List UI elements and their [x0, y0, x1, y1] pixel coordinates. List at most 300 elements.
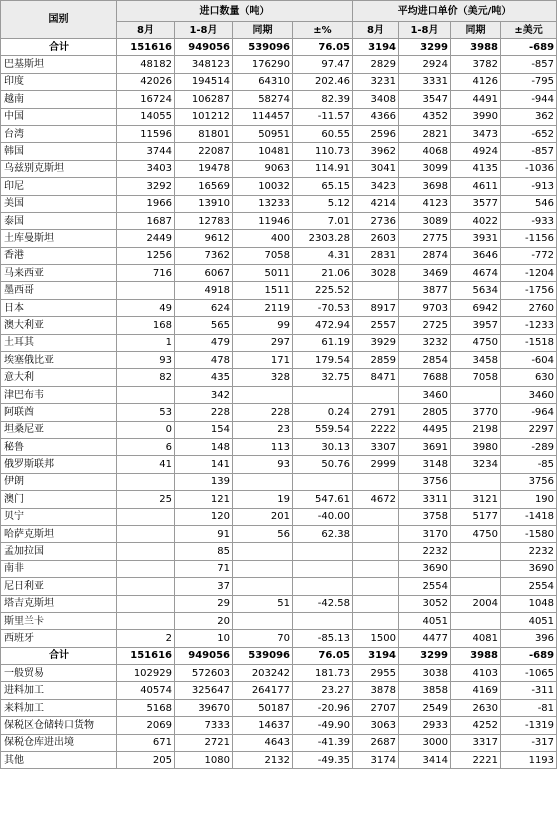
- value-cell: 20: [175, 612, 233, 629]
- value-cell: 21.06: [293, 265, 353, 282]
- value-cell: 102929: [117, 665, 175, 682]
- value-cell: 2791: [353, 404, 399, 421]
- row-label: 印尼: [1, 178, 117, 195]
- country-row: [1, 178, 557, 195]
- value-cell: 106287: [175, 91, 233, 108]
- value-cell: 3962: [353, 143, 399, 160]
- row-label: 贝宁: [1, 508, 117, 525]
- value-cell: 2232: [501, 543, 557, 560]
- row-label: 西班牙: [1, 630, 117, 647]
- value-cell: 4103: [451, 665, 501, 682]
- value-cell: 2805: [399, 404, 451, 421]
- value-cell: 10032: [233, 178, 293, 195]
- value-cell: -857: [501, 56, 557, 73]
- value-cell: 264177: [233, 682, 293, 699]
- value-cell: 7.01: [293, 212, 353, 229]
- value-cell: 2999: [353, 456, 399, 473]
- value-cell: 3408: [353, 91, 399, 108]
- value-cell: 2198: [451, 421, 501, 438]
- value-cell: [117, 473, 175, 490]
- value-cell: 3194: [353, 647, 399, 664]
- value-cell: 2725: [399, 317, 451, 334]
- value-cell: 3756: [501, 473, 557, 490]
- value-cell: 2924: [399, 56, 451, 73]
- value-cell: 2232: [399, 543, 451, 560]
- value-cell: [117, 508, 175, 525]
- col-header: 8月: [117, 22, 175, 39]
- value-cell: 348123: [175, 56, 233, 73]
- country-row: [1, 595, 557, 612]
- value-cell: 76.05: [293, 39, 353, 56]
- value-cell: -1156: [501, 230, 557, 247]
- value-cell: 71: [175, 560, 233, 577]
- value-cell: [353, 386, 399, 403]
- value-cell: 82: [117, 369, 175, 386]
- value-cell: 3744: [117, 143, 175, 160]
- row-label: 其他: [1, 752, 117, 769]
- row-label: 中国: [1, 108, 117, 125]
- value-cell: [233, 612, 293, 629]
- value-cell: 3121: [451, 491, 501, 508]
- value-cell: 2557: [353, 317, 399, 334]
- value-cell: -772: [501, 247, 557, 264]
- value-cell: 1: [117, 334, 175, 351]
- total-label: 合计: [1, 647, 117, 664]
- value-cell: 4126: [451, 73, 501, 90]
- value-cell: 3646: [451, 247, 501, 264]
- value-cell: 60.55: [293, 125, 353, 142]
- value-cell: 16569: [175, 178, 233, 195]
- row-label: 马来西亚: [1, 265, 117, 282]
- value-cell: 2854: [399, 352, 451, 369]
- value-cell: 1966: [117, 195, 175, 212]
- total-row: [1, 39, 557, 56]
- value-cell: -20.96: [293, 699, 353, 716]
- value-cell: 3690: [501, 560, 557, 577]
- value-cell: 3782: [451, 56, 501, 73]
- value-cell: 6942: [451, 299, 501, 316]
- value-cell: 40574: [117, 682, 175, 699]
- row-label: 韩国: [1, 143, 117, 160]
- country-row: [1, 143, 557, 160]
- value-cell: 3756: [399, 473, 451, 490]
- value-cell: 2707: [353, 699, 399, 716]
- row-label: 尼日利亚: [1, 578, 117, 595]
- value-cell: 7058: [451, 369, 501, 386]
- total-label: 合计: [1, 39, 117, 56]
- value-cell: 3690: [399, 560, 451, 577]
- row-label: 埃塞俄比亚: [1, 352, 117, 369]
- value-cell: [353, 543, 399, 560]
- value-cell: 3317: [451, 734, 501, 751]
- col-header: 同期: [451, 22, 501, 39]
- value-cell: 190: [501, 491, 557, 508]
- value-cell: 565: [175, 317, 233, 334]
- col-header: 同期: [233, 22, 293, 39]
- value-cell: 325647: [175, 682, 233, 699]
- row-label: 保税仓库进出境: [1, 734, 117, 751]
- value-cell: 11596: [117, 125, 175, 142]
- value-cell: 3063: [353, 717, 399, 734]
- value-cell: -70.53: [293, 299, 353, 316]
- value-cell: 7058: [233, 247, 293, 264]
- import-qty-header: 进口数量（吨）: [117, 1, 353, 22]
- value-cell: 29: [175, 595, 233, 612]
- value-cell: 4135: [451, 160, 501, 177]
- value-cell: -857: [501, 143, 557, 160]
- value-cell: -317: [501, 734, 557, 751]
- country-row: [1, 491, 557, 508]
- country-row: [1, 73, 557, 90]
- value-cell: [353, 508, 399, 525]
- row-label: 保税区仓储转口货物: [1, 717, 117, 734]
- value-cell: 1048: [501, 595, 557, 612]
- value-cell: 1500: [353, 630, 399, 647]
- value-cell: 3403: [117, 160, 175, 177]
- row-label: 香港: [1, 247, 117, 264]
- value-cell: 3878: [353, 682, 399, 699]
- country-row: [1, 108, 557, 125]
- value-cell: 37: [175, 578, 233, 595]
- value-cell: [233, 578, 293, 595]
- value-cell: 202.46: [293, 73, 353, 90]
- row-label: 来料加工: [1, 699, 117, 716]
- value-cell: 48182: [117, 56, 175, 73]
- row-label: 乌兹别克斯坦: [1, 160, 117, 177]
- value-cell: 101212: [175, 108, 233, 125]
- value-cell: 479: [175, 334, 233, 351]
- col-header: ±美元: [501, 22, 557, 39]
- country-row: [1, 404, 557, 421]
- value-cell: 559.54: [293, 421, 353, 438]
- value-cell: 3988: [451, 647, 501, 664]
- value-cell: 572603: [175, 665, 233, 682]
- country-row: [1, 456, 557, 473]
- value-cell: -1319: [501, 717, 557, 734]
- value-cell: -944: [501, 91, 557, 108]
- value-cell: 3770: [451, 404, 501, 421]
- country-row: [1, 543, 557, 560]
- country-row: [1, 56, 557, 73]
- value-cell: 4.31: [293, 247, 353, 264]
- value-cell: 85: [175, 543, 233, 560]
- value-cell: 3234: [451, 456, 501, 473]
- value-cell: 32.75: [293, 369, 353, 386]
- value-cell: 4366: [353, 108, 399, 125]
- row-label: 印度: [1, 73, 117, 90]
- value-cell: [353, 612, 399, 629]
- value-cell: [293, 560, 353, 577]
- value-cell: 3299: [399, 39, 451, 56]
- row-label: 美国: [1, 195, 117, 212]
- value-cell: -1204: [501, 265, 557, 282]
- value-cell: 2554: [501, 578, 557, 595]
- value-cell: 13233: [233, 195, 293, 212]
- row-label: 伊朗: [1, 473, 117, 490]
- value-cell: 2596: [353, 125, 399, 142]
- value-cell: 624: [175, 299, 233, 316]
- country-row: [1, 212, 557, 229]
- value-cell: [451, 612, 501, 629]
- value-cell: 23.27: [293, 682, 353, 699]
- row-label: 澳门: [1, 491, 117, 508]
- row-label: 哈萨克斯坦: [1, 525, 117, 542]
- value-cell: 2297: [501, 421, 557, 438]
- value-cell: 97.47: [293, 56, 353, 73]
- value-cell: 3052: [399, 595, 451, 612]
- value-cell: -1518: [501, 334, 557, 351]
- value-cell: 3311: [399, 491, 451, 508]
- value-cell: 228: [175, 404, 233, 421]
- value-cell: 3292: [117, 178, 175, 195]
- row-label: 意大利: [1, 369, 117, 386]
- value-cell: 4169: [451, 682, 501, 699]
- value-cell: 4672: [353, 491, 399, 508]
- value-cell: [293, 612, 353, 629]
- value-cell: 3691: [399, 438, 451, 455]
- row-label: 斯里兰卡: [1, 612, 117, 629]
- value-cell: 2874: [399, 247, 451, 264]
- trade-mode-row: [1, 699, 557, 716]
- value-cell: 4491: [451, 91, 501, 108]
- value-cell: [233, 386, 293, 403]
- value-cell: 3698: [399, 178, 451, 195]
- col-header: 8月: [353, 22, 399, 39]
- value-cell: 176290: [233, 56, 293, 73]
- value-cell: 3877: [399, 282, 451, 299]
- value-cell: 4123: [399, 195, 451, 212]
- row-label: 土耳其: [1, 334, 117, 351]
- value-cell: -689: [501, 39, 557, 56]
- country-row: [1, 612, 557, 629]
- country-row: [1, 317, 557, 334]
- value-cell: 3174: [353, 752, 399, 769]
- value-cell: 3547: [399, 91, 451, 108]
- value-cell: 2760: [501, 299, 557, 316]
- value-cell: 3988: [451, 39, 501, 56]
- value-cell: [233, 560, 293, 577]
- value-cell: 171: [233, 352, 293, 369]
- value-cell: [117, 560, 175, 577]
- value-cell: 6: [117, 438, 175, 455]
- value-cell: 546: [501, 195, 557, 212]
- value-cell: 14055: [117, 108, 175, 125]
- value-cell: 435: [175, 369, 233, 386]
- value-cell: 949056: [175, 647, 233, 664]
- value-cell: 141: [175, 456, 233, 473]
- trade-mode-row: [1, 682, 557, 699]
- value-cell: 121: [175, 491, 233, 508]
- value-cell: 4051: [399, 612, 451, 629]
- col-header: ±%: [293, 22, 353, 39]
- value-cell: 99: [233, 317, 293, 334]
- trade-mode-row: [1, 717, 557, 734]
- value-cell: 81801: [175, 125, 233, 142]
- value-cell: [353, 525, 399, 542]
- value-cell: 110.73: [293, 143, 353, 160]
- value-cell: -85.13: [293, 630, 353, 647]
- value-cell: 3170: [399, 525, 451, 542]
- row-label: 台湾: [1, 125, 117, 142]
- value-cell: [293, 578, 353, 595]
- value-cell: 630: [501, 369, 557, 386]
- value-cell: 51: [233, 595, 293, 612]
- value-cell: 539096: [233, 647, 293, 664]
- country-row: [1, 265, 557, 282]
- value-cell: -41.39: [293, 734, 353, 751]
- value-cell: 12783: [175, 212, 233, 229]
- row-label: 孟加拉国: [1, 543, 117, 560]
- value-cell: 3000: [399, 734, 451, 751]
- value-cell: 2132: [233, 752, 293, 769]
- value-cell: 2955: [353, 665, 399, 682]
- value-cell: [233, 543, 293, 560]
- value-cell: -1233: [501, 317, 557, 334]
- value-cell: 30.13: [293, 438, 353, 455]
- value-cell: -1580: [501, 525, 557, 542]
- value-cell: 70: [233, 630, 293, 647]
- value-cell: 50.76: [293, 456, 353, 473]
- value-cell: 6067: [175, 265, 233, 282]
- value-cell: 9063: [233, 160, 293, 177]
- value-cell: 671: [117, 734, 175, 751]
- value-cell: 82.39: [293, 91, 353, 108]
- value-cell: [451, 578, 501, 595]
- value-cell: 114.91: [293, 160, 353, 177]
- value-cell: 154: [175, 421, 233, 438]
- value-cell: 5.12: [293, 195, 353, 212]
- value-cell: 113: [233, 438, 293, 455]
- country-row: [1, 508, 557, 525]
- row-label: 日本: [1, 299, 117, 316]
- row-label: 越南: [1, 91, 117, 108]
- value-cell: 41: [117, 456, 175, 473]
- value-cell: 4611: [451, 178, 501, 195]
- value-cell: 120: [175, 508, 233, 525]
- value-cell: 2069: [117, 717, 175, 734]
- value-cell: [353, 578, 399, 595]
- value-cell: 65.15: [293, 178, 353, 195]
- value-cell: 56: [233, 525, 293, 542]
- value-cell: 4750: [451, 334, 501, 351]
- value-cell: 76.05: [293, 647, 353, 664]
- value-cell: 151616: [117, 39, 175, 56]
- country-row: [1, 421, 557, 438]
- value-cell: 9703: [399, 299, 451, 316]
- value-cell: 4495: [399, 421, 451, 438]
- value-cell: -49.35: [293, 752, 353, 769]
- value-cell: 23: [233, 421, 293, 438]
- value-cell: 3858: [399, 682, 451, 699]
- row-label: 南非: [1, 560, 117, 577]
- value-cell: 4918: [175, 282, 233, 299]
- trade-mode-row: [1, 665, 557, 682]
- value-cell: 4068: [399, 143, 451, 160]
- row-label: 泰国: [1, 212, 117, 229]
- value-cell: 297: [233, 334, 293, 351]
- row-label: 津巴布韦: [1, 386, 117, 403]
- value-cell: 19478: [175, 160, 233, 177]
- value-cell: 168: [117, 317, 175, 334]
- value-cell: 61.19: [293, 334, 353, 351]
- value-cell: 3038: [399, 665, 451, 682]
- row-label: 一般贸易: [1, 665, 117, 682]
- value-cell: 7362: [175, 247, 233, 264]
- country-row: [1, 160, 557, 177]
- value-cell: [117, 282, 175, 299]
- value-cell: 3194: [353, 39, 399, 56]
- value-cell: 2831: [353, 247, 399, 264]
- value-cell: [117, 525, 175, 542]
- value-cell: [451, 560, 501, 577]
- value-cell: [117, 612, 175, 629]
- value-cell: 64310: [233, 73, 293, 90]
- value-cell: -933: [501, 212, 557, 229]
- value-cell: 2: [117, 630, 175, 647]
- value-cell: 2549: [399, 699, 451, 716]
- value-cell: 400: [233, 230, 293, 247]
- value-cell: 58274: [233, 91, 293, 108]
- country-row: [1, 282, 557, 299]
- value-cell: -289: [501, 438, 557, 455]
- value-cell: 3458: [451, 352, 501, 369]
- value-cell: 342: [175, 386, 233, 403]
- value-cell: 1193: [501, 752, 557, 769]
- value-cell: 4924: [451, 143, 501, 160]
- row-label: 秘鲁: [1, 438, 117, 455]
- value-cell: 4051: [501, 612, 557, 629]
- value-cell: 547.61: [293, 491, 353, 508]
- value-cell: -85: [501, 456, 557, 473]
- value-cell: 148: [175, 438, 233, 455]
- country-header: 国别: [1, 1, 117, 39]
- value-cell: 7333: [175, 717, 233, 734]
- country-row: [1, 560, 557, 577]
- row-label: 塔吉克斯坦: [1, 595, 117, 612]
- value-cell: 151616: [117, 647, 175, 664]
- value-cell: 4081: [451, 630, 501, 647]
- value-cell: 93: [117, 352, 175, 369]
- value-cell: 91: [175, 525, 233, 542]
- value-cell: -1756: [501, 282, 557, 299]
- value-cell: 10: [175, 630, 233, 647]
- value-cell: 4674: [451, 265, 501, 282]
- value-cell: 3990: [451, 108, 501, 125]
- value-cell: 16724: [117, 91, 175, 108]
- country-row: [1, 473, 557, 490]
- country-row: [1, 299, 557, 316]
- value-cell: 205: [117, 752, 175, 769]
- value-cell: 2004: [451, 595, 501, 612]
- col-header: 1-8月: [175, 22, 233, 39]
- value-cell: 3028: [353, 265, 399, 282]
- value-cell: 93: [233, 456, 293, 473]
- value-cell: 4477: [399, 630, 451, 647]
- value-cell: 201: [233, 508, 293, 525]
- value-cell: 949056: [175, 39, 233, 56]
- value-cell: 3423: [353, 178, 399, 195]
- value-cell: 3232: [399, 334, 451, 351]
- value-cell: 62.38: [293, 525, 353, 542]
- value-cell: 478: [175, 352, 233, 369]
- value-cell: -795: [501, 73, 557, 90]
- row-label: 墨西哥: [1, 282, 117, 299]
- value-cell: [451, 543, 501, 560]
- value-cell: -81: [501, 699, 557, 716]
- row-label: 巴基斯坦: [1, 56, 117, 73]
- value-cell: 472.94: [293, 317, 353, 334]
- value-cell: 3041: [353, 160, 399, 177]
